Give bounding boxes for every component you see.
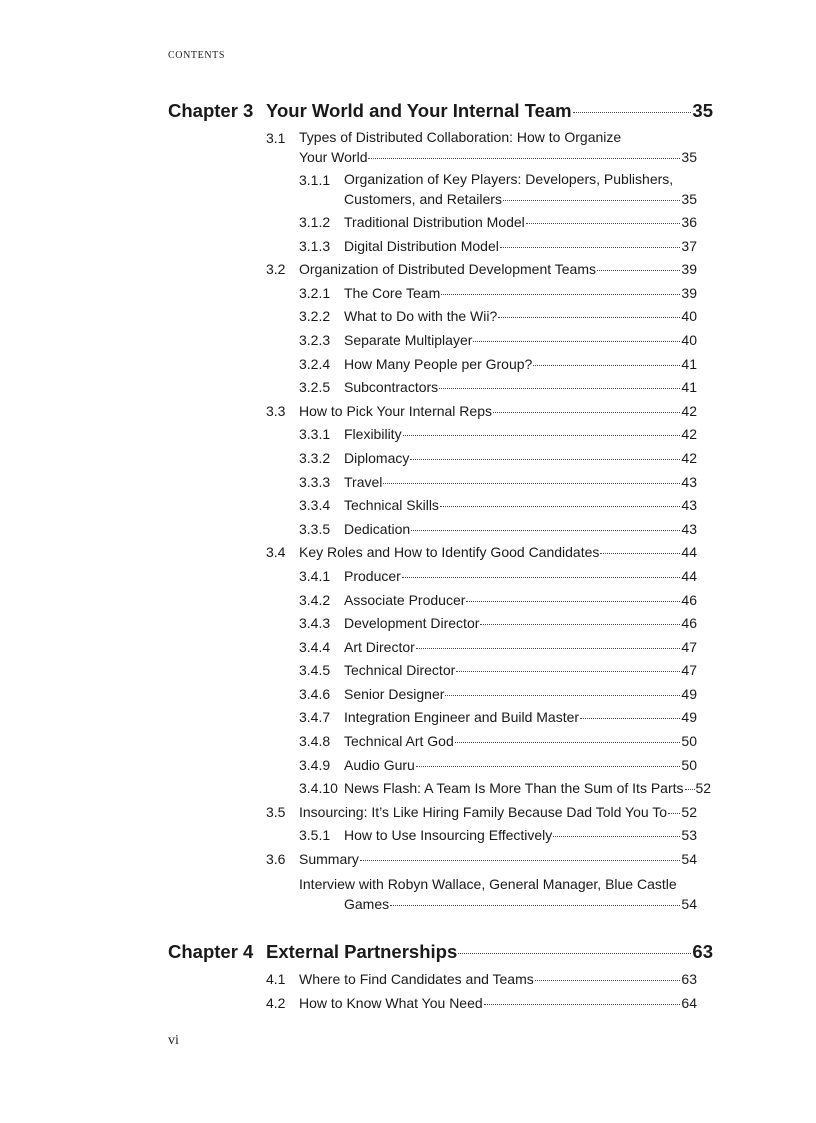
entry-row <box>344 589 697 613</box>
entry-row <box>299 541 697 565</box>
toc-entry[interactable] <box>168 992 713 1016</box>
section-number: 3.6 <box>266 851 286 868</box>
entry-body <box>299 400 697 424</box>
entry-row <box>344 894 697 916</box>
toc-entry[interactable] <box>168 612 713 636</box>
dot-leader <box>390 905 680 906</box>
toc-entry[interactable] <box>168 824 713 848</box>
chapter-label: Chapter 4 <box>168 941 254 962</box>
entry-body <box>344 612 697 636</box>
entry-page-number: 44 <box>681 567 697 584</box>
chapter-heading <box>168 100 713 126</box>
entry-page-number: 39 <box>681 261 697 278</box>
entry-body <box>344 777 712 801</box>
entry-page-number: 52 <box>695 780 712 797</box>
dot-leader <box>493 412 680 413</box>
entry-body <box>299 872 697 916</box>
toc-entry[interactable] <box>168 801 713 825</box>
toc-entry[interactable] <box>168 777 713 801</box>
entry-page-number: 47 <box>681 638 697 655</box>
entry-row <box>344 636 697 660</box>
entry-page-number: 43 <box>681 473 697 490</box>
entry-page-number: 63 <box>681 971 697 987</box>
entry-body <box>299 541 697 565</box>
toc-entry[interactable] <box>168 754 713 778</box>
entry-page-number: 40 <box>681 308 697 325</box>
entry-title: How Many People per Group? <box>344 355 533 372</box>
section-number: 3.4.3 <box>299 615 331 632</box>
dot-leader <box>473 341 680 342</box>
entry-row <box>344 494 697 518</box>
dot-leader <box>533 365 680 366</box>
dot-leader <box>440 506 680 507</box>
entry-page-number: 35 <box>681 191 697 207</box>
entry-title-line1: Organization of Key Players: Developers, Publishers, <box>344 171 674 187</box>
chapter-4-block <box>168 941 713 1015</box>
entry-body <box>344 211 697 235</box>
entry-row <box>344 612 697 636</box>
section-number: 3.4.6 <box>299 685 331 702</box>
entry-body <box>299 801 697 825</box>
section-number: 3.3.5 <box>299 520 331 537</box>
entry-page-number: 42 <box>681 402 697 419</box>
entry-page-number: 49 <box>681 709 697 726</box>
toc-entry[interactable] <box>168 541 713 565</box>
toc-entry[interactable] <box>168 636 713 660</box>
entry-row <box>344 730 697 754</box>
section-number: 3.4.4 <box>299 638 331 655</box>
entry-row <box>344 282 697 306</box>
entry-row <box>344 683 697 707</box>
entry-row <box>299 147 697 169</box>
entry-row <box>299 400 697 424</box>
entry-title-line1: Types of Distributed Collaboration: How to Organize <box>299 129 622 145</box>
entry-page-number: 37 <box>681 237 697 254</box>
toc-entry[interactable] <box>168 659 713 683</box>
toc-entry[interactable] <box>168 305 713 329</box>
chapter-label: Chapter 3 <box>168 100 254 121</box>
entry-page-number: 44 <box>681 544 697 561</box>
dot-leader <box>500 247 681 248</box>
entry-title: Your World <box>299 149 368 165</box>
dot-leader <box>466 601 680 602</box>
dot-leader <box>600 553 680 554</box>
chapter-title-row[interactable] <box>266 100 713 122</box>
entry-page-number: 36 <box>681 214 697 230</box>
toc-entry[interactable] <box>168 706 713 730</box>
section-number: 3.4.8 <box>299 733 331 750</box>
toc-entry[interactable] <box>168 565 713 589</box>
toc-entry[interactable] <box>168 848 713 872</box>
dot-leader <box>480 624 680 625</box>
entry-body <box>344 754 697 778</box>
entry-page-number: 46 <box>681 591 697 608</box>
entry-title: Traditional Distribution Model <box>344 214 525 230</box>
section-number: 3.3.1 <box>299 426 331 443</box>
entry-title: Producer <box>344 567 401 584</box>
dot-leader <box>597 270 680 271</box>
dot-leader <box>526 223 681 224</box>
entry-title: Flexibility <box>344 426 402 443</box>
section-number: 3.1.3 <box>299 237 331 254</box>
entry-page-number: 41 <box>681 355 697 372</box>
toc-entry[interactable] <box>168 471 713 495</box>
entry-body <box>344 518 697 542</box>
chapter-title-row[interactable] <box>266 941 713 963</box>
toc-entry[interactable] <box>168 211 713 235</box>
entry-row <box>344 565 697 589</box>
entry-body <box>344 305 697 329</box>
entry-title: Customers, and Retailers <box>344 191 502 207</box>
section-number: 3.2 <box>266 261 286 278</box>
toc-entry[interactable] <box>168 730 713 754</box>
entry-page-number: 46 <box>681 615 697 632</box>
entry-page-number: 49 <box>681 685 697 702</box>
entry-page-number: 43 <box>681 520 697 537</box>
entry-row <box>344 754 697 778</box>
entry-title: Associate Producer <box>344 591 466 608</box>
entry-body <box>344 471 697 495</box>
entry-row <box>299 992 697 1016</box>
dot-leader <box>455 742 681 743</box>
chapter-title: External Partnerships <box>266 941 458 962</box>
section-number: 3.4.1 <box>299 567 331 584</box>
dot-leader <box>484 1004 681 1005</box>
section-number: 3.4.9 <box>299 756 331 773</box>
entry-row <box>344 305 697 329</box>
running-head: CONTENTS <box>168 50 226 61</box>
entry-body <box>344 824 697 848</box>
entry-body <box>344 169 697 211</box>
entry-page-number: 39 <box>681 284 697 301</box>
entry-row <box>299 258 697 282</box>
entry-body <box>299 968 697 992</box>
entry-row <box>344 329 697 353</box>
toc-entry[interactable] <box>168 494 713 518</box>
entry-page-number: 41 <box>681 379 697 396</box>
entry-body <box>344 494 697 518</box>
entry-row <box>344 824 697 848</box>
entry-title: Travel <box>344 473 383 490</box>
dot-leader <box>410 459 680 460</box>
entry-title: Technical Art God <box>344 733 454 750</box>
entry-row <box>344 423 697 447</box>
section-number: 3.1 <box>266 130 286 146</box>
entry-title: Subcontractors <box>344 379 439 396</box>
entry-page-number: 35 <box>681 149 697 165</box>
dot-leader <box>498 317 680 318</box>
entry-page-number: 47 <box>681 662 697 679</box>
entry-body <box>344 423 697 447</box>
entry-title: Technical Skills <box>344 497 439 514</box>
section-number: 3.3.3 <box>299 473 331 490</box>
entry-title: Organization of Distributed Development Teams <box>299 261 597 278</box>
entry-body <box>344 659 697 683</box>
entry-body <box>344 282 697 306</box>
toc-entry[interactable] <box>168 235 713 259</box>
entry-page-number: 40 <box>681 331 697 348</box>
dot-leader <box>416 766 681 767</box>
entry-page-number: 42 <box>681 449 697 466</box>
entry-page-number: 54 <box>681 895 697 912</box>
dot-leader <box>685 789 695 790</box>
section-number: 3.2.4 <box>299 355 331 372</box>
section-number: 3.5 <box>266 803 286 820</box>
toc-entry[interactable] <box>168 169 713 211</box>
dot-leader <box>383 483 680 484</box>
toc-entry[interactable] <box>168 423 713 447</box>
entry-title: Insourcing: It’s Like Hiring Family Because Dad Told You To <box>299 803 668 820</box>
section-number: 3.2.2 <box>299 308 331 325</box>
dot-leader <box>503 200 680 201</box>
entry-body <box>344 706 697 730</box>
dot-leader <box>668 813 680 814</box>
chapter-title: Your World and Your Internal Team <box>266 100 572 121</box>
toc-entry[interactable] <box>168 329 713 353</box>
dot-leader <box>403 435 681 436</box>
entry-row <box>344 211 697 235</box>
toc-entry[interactable] <box>168 376 713 400</box>
entry-row <box>344 353 697 377</box>
entry-title: Where to Find Candidates and Teams <box>299 971 534 987</box>
entry-body <box>299 258 697 282</box>
section-number: 3.4.10 <box>299 780 338 797</box>
toc-entry[interactable] <box>168 589 713 613</box>
entry-row <box>344 189 697 211</box>
entry-title: Senior Designer <box>344 685 445 702</box>
entry-title: Digital Distribution Model <box>344 237 499 254</box>
entry-title: How to Know What You Need <box>299 994 483 1011</box>
entry-row <box>344 471 697 495</box>
dot-leader <box>439 388 680 389</box>
entry-page-number: 50 <box>681 733 697 750</box>
entry-title: How to Pick Your Internal Reps <box>299 402 492 419</box>
entry-body <box>344 683 697 707</box>
dot-leader <box>368 158 680 159</box>
entry-body <box>344 235 697 259</box>
chapter-heading <box>168 941 713 967</box>
entry-page-number: 53 <box>681 827 697 844</box>
entry-page-number: 42 <box>681 426 697 443</box>
section-number: 3.4 <box>266 544 286 561</box>
entry-row <box>344 777 712 801</box>
section-number: 3.2.3 <box>299 331 331 348</box>
entry-row <box>344 376 697 400</box>
entry-title-line1: Interview with Robyn Wallace, General Manager, Blue Castle <box>299 875 677 892</box>
entry-title: Summary <box>299 851 359 868</box>
entry-title: What to Do with the Wii? <box>344 308 498 325</box>
section-number: 3.4.7 <box>299 709 331 726</box>
toc-entry[interactable] <box>168 968 713 992</box>
entry-body <box>299 992 697 1016</box>
section-number: 4.1 <box>266 971 286 987</box>
entry-page-number: 52 <box>681 803 697 820</box>
chapter-page-number: 35 <box>692 100 713 121</box>
entry-body <box>344 589 697 613</box>
entry-row <box>299 801 697 825</box>
toc-entry[interactable] <box>168 518 713 542</box>
entry-row <box>344 659 697 683</box>
section-number: 3.2.1 <box>299 284 331 301</box>
page-folio: vi <box>168 1033 179 1048</box>
entry-title: Audio Guru <box>344 756 415 773</box>
toc-entry[interactable] <box>168 872 713 916</box>
entry-row <box>344 518 697 542</box>
entry-body <box>299 848 697 872</box>
section-number: 3.3.4 <box>299 497 331 514</box>
section-number: 4.2 <box>266 994 286 1011</box>
entry-title: News Flash: A Team Is More Than the Sum of Its Parts <box>344 780 684 797</box>
dot-leader <box>441 294 680 295</box>
entry-row <box>344 447 697 471</box>
entry-body <box>344 636 697 660</box>
entry-page-number: 54 <box>681 851 697 868</box>
dot-leader <box>411 530 680 531</box>
entry-body <box>344 353 697 377</box>
section-number: 3.4.5 <box>299 662 331 679</box>
entry-row <box>299 968 697 992</box>
entry-body <box>344 730 697 754</box>
entry-body <box>344 565 697 589</box>
section-number: 3.2.5 <box>299 379 331 396</box>
entry-title: Games <box>344 895 390 912</box>
entry-page-number: 64 <box>681 994 697 1011</box>
entry-body <box>344 376 697 400</box>
dot-leader <box>535 980 681 981</box>
entry-page-number: 50 <box>681 756 697 773</box>
toc-entry[interactable] <box>168 683 713 707</box>
section-number: 3.3.2 <box>299 449 331 466</box>
dot-leader <box>456 671 680 672</box>
dot-leader <box>573 112 692 113</box>
entry-title: Integration Engineer and Build Master <box>344 709 580 726</box>
entry-body <box>344 329 697 353</box>
toc-entry[interactable] <box>168 258 713 282</box>
entry-body <box>344 447 697 471</box>
entry-title: Dedication <box>344 520 411 537</box>
toc-entry[interactable] <box>168 127 713 169</box>
section-number: 3.1.2 <box>299 214 331 230</box>
toc-entry[interactable] <box>168 353 713 377</box>
dot-leader <box>553 836 680 837</box>
toc-entry[interactable] <box>168 447 713 471</box>
entry-row <box>344 706 697 730</box>
section-number: 3.4.2 <box>299 591 331 608</box>
section-number: 3.5.1 <box>299 827 331 844</box>
entry-title: Separate Multiplayer <box>344 331 473 348</box>
dot-leader <box>416 648 681 649</box>
entry-title: Diplomacy <box>344 449 410 466</box>
toc-entry[interactable] <box>168 282 713 306</box>
dot-leader <box>445 695 680 696</box>
entry-row <box>344 235 697 259</box>
toc-entry[interactable] <box>168 400 713 424</box>
entry-row <box>299 848 697 872</box>
section-number: 3.3 <box>266 402 286 419</box>
entry-page-number: 43 <box>681 497 697 514</box>
entry-title: Art Director <box>344 638 415 655</box>
entry-title: How to Use Insourcing Effectively <box>344 827 553 844</box>
entry-title: The Core Team <box>344 284 441 301</box>
dot-leader <box>402 577 681 578</box>
dot-leader <box>360 860 681 861</box>
chapter-page-number: 63 <box>692 941 713 962</box>
entry-body <box>299 127 697 169</box>
dot-leader <box>458 953 691 954</box>
dot-leader <box>580 718 680 719</box>
entry-title: Technical Director <box>344 662 456 679</box>
entry-title: Development Director <box>344 615 480 632</box>
chapter-3-block <box>168 100 713 916</box>
section-number: 3.1.1 <box>299 172 331 188</box>
entry-title: Key Roles and How to Identify Good Candidates <box>299 544 600 561</box>
